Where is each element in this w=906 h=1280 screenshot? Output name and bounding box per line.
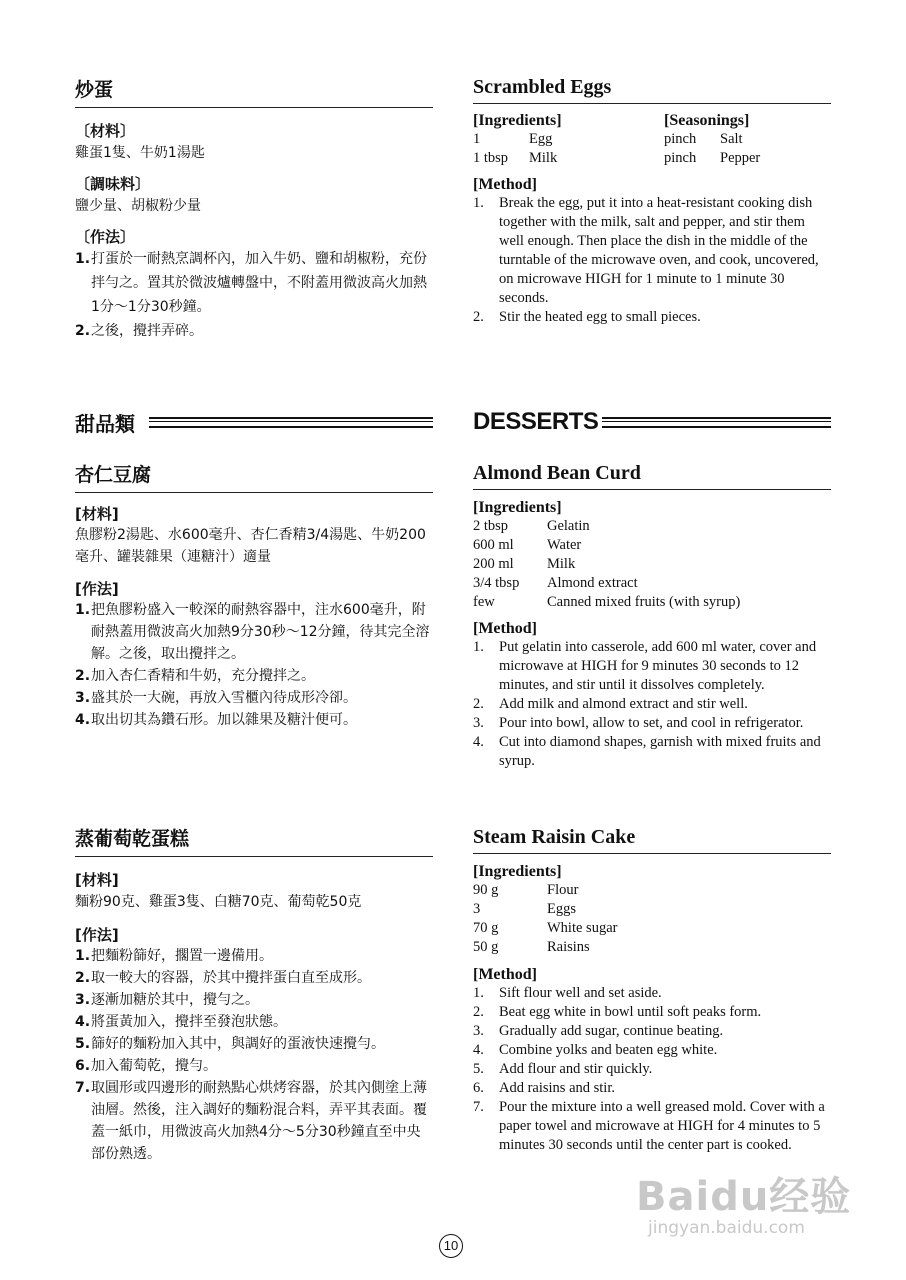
list-item: 6. 加入葡萄乾，攪勻。 [75, 1058, 217, 1074]
list-item: 3. 逐漸加糖於其中，攪勻之。 [75, 992, 259, 1008]
list-item: 4. 取出切其為鑽石形。加以雜果及糖汁便可。 [75, 712, 357, 728]
list-item: 5. Add flour and stir quickly. [473, 1061, 653, 1077]
en-scrambled-title: Scrambled Eggs [473, 76, 831, 104]
ingredient-row: 200 ml Milk [473, 556, 576, 572]
en-raisin-method-label: [Method] [473, 966, 537, 983]
zh-raisin-steps [75, 945, 433, 1165]
list-item: 1. Break the egg, put it into a heat-resistant cooking dish together with the milk, salt and pepper, and stir them well enough. Then place the dish in the middle of the turntable of the microwave oven, and cook, uncovered, on microwave HIGH for 1 minute to 1 minute 30 seconds. [473, 195, 819, 306]
ingredient-row: 2 tbsp Gelatin [473, 518, 590, 534]
list-item: 4. Combine yolks and beaten egg white. [473, 1042, 718, 1058]
zh-raisin-title: 蒸葡萄乾蛋糕 [75, 824, 433, 857]
en-almond-section [473, 462, 831, 771]
seasoning-row: pinch Pepper [664, 150, 761, 166]
section-rule [602, 417, 831, 428]
zh-almond-ingredients: 魚膠粉2湯匙、水600毫升、杏仁香精3/4湯匙、牛奶200毫升、罐裝雜果（連糖汁）適量 [75, 527, 426, 565]
watermark [636, 1165, 851, 1238]
list-item: 5. 篩好的麵粉加入其中，與調好的蛋液快速攪勻。 [75, 1036, 385, 1052]
zh-desserts-header [75, 408, 433, 437]
watermark-main: Baidu经验 [636, 1174, 852, 1220]
list-item: 4. 將蛋黃加入，攪拌至發泡狀態。 [75, 1014, 287, 1030]
en-scrambled-ingredients-label: [Ingredients] [473, 112, 562, 129]
en-scrambled-method-label: [Method] [473, 176, 537, 193]
zh-almond-section [75, 460, 433, 731]
en-almond-method-label: [Method] [473, 620, 537, 637]
ingredient-row: 3/4 tbsp Almond extract [473, 575, 638, 591]
list-item: 3. 盛其於一大碗，再放入雪櫃內待成形冷卻。 [75, 690, 357, 706]
list-item: 1. Put gelatin into casserole, add 600 ml water, cover and microwave at HIGH for 9 minutes 30 seconds to 12 minutes, and stir until it dissolves completely. [473, 639, 817, 693]
zh-almond-ingredients-label: [材料] [75, 505, 119, 523]
list-item: 3. Gradually add sugar, continue beating. [473, 1023, 724, 1039]
zh-scrambled-ingredients: 雞蛋1隻、牛奶1湯匙 [75, 145, 205, 161]
watermark-url: jingyan.baidu.com [648, 1218, 805, 1238]
zh-scrambled-steps [75, 247, 433, 343]
seasoning-row: pinch Salt [664, 131, 743, 147]
list-item: 6. Add raisins and stir. [473, 1080, 615, 1096]
zh-desserts-title: 甜品類 [75, 412, 135, 436]
list-item: 7. 取圓形或四邊形的耐熱點心烘烤容器，於其內側塗上薄油層。然後，注入調好的麵粉混合料，弄平其表面。覆蓋一紙巾，用微波高火加熱4分～5分30秒鐘直至中央部份熟透。 [75, 1080, 427, 1162]
en-almond-steps [473, 638, 831, 771]
en-raisin-steps [473, 984, 831, 1155]
zh-almond-title: 杏仁豆腐 [75, 460, 433, 493]
en-scrambled-steps [473, 194, 831, 327]
zh-almond-steps [75, 599, 433, 731]
list-item: 2. 之後，攪拌弄碎。 [75, 323, 203, 339]
list-item: 2. 加入杏仁香精和牛奶，充分攪拌之。 [75, 668, 315, 684]
en-almond-ingredients-label: [Ingredients] [473, 499, 562, 516]
ingredient-row: 3 Eggs [473, 901, 576, 917]
zh-raisin-section [75, 824, 433, 1165]
en-almond-title: Almond Bean Curd [473, 462, 831, 490]
list-item: 2. Add milk and almond extract and stir well. [473, 696, 748, 712]
list-item: 3. Pour into bowl, allow to set, and cool in refrigerator. [473, 715, 804, 731]
list-item: 1. 打蛋於一耐熱烹調杯內，加入牛奶、鹽和胡椒粉，充份拌勻之。置其於微波爐轉盤中，不附蓋用微波高火加熱1分～1分30秒鐘。 [75, 251, 427, 315]
ingredient-row: 1 Egg [473, 131, 553, 147]
en-scrambled-section [473, 76, 831, 327]
en-raisin-ingredients-label: [Ingredients] [473, 863, 562, 880]
list-item: 2. Beat egg white in bowl until soft peaks form. [473, 1004, 762, 1020]
zh-raisin-method-label: [作法] [75, 926, 119, 944]
zh-scrambled-seasoning: 鹽少量、胡椒粉少量 [75, 198, 201, 214]
zh-scrambled-section [75, 75, 433, 343]
en-raisin-section [473, 826, 831, 1155]
en-desserts-title: DESSERTS [473, 408, 599, 435]
page-number: 10 [439, 1234, 463, 1258]
section-rule [149, 417, 433, 428]
zh-almond-method-label: [作法] [75, 580, 119, 598]
list-item: 2. 取一較大的容器，於其中攪拌蛋白直至成形。 [75, 970, 371, 986]
list-item: 7. Pour the mixture into a well greased mold. Cover with a paper towel and microwave at HIGH for 4 minutes to 5 minutes 30 seconds until the center part is cooked. [473, 1099, 825, 1153]
ingredient-row: 90 g Flour [473, 882, 579, 898]
zh-scrambled-seasoning-label: 〔調味料〕 [75, 175, 151, 193]
list-item: 1. 把魚膠粉盛入一較深的耐熱容器中，注水600毫升，附耐熱蓋用微波高火加熱9分30秒～12分鐘，待其完全溶解。之後，取出攪拌之。 [75, 602, 430, 662]
zh-raisin-ingredients-label: [材料] [75, 871, 119, 889]
zh-scrambled-method-label: 〔作法〕 [75, 228, 136, 246]
zh-raisin-ingredients: 麵粉90克、雞蛋3隻、白糖70克、葡萄乾50克 [75, 894, 362, 910]
ingredient-row: 70 g White sugar [473, 920, 618, 936]
list-item: 1. Sift flour well and set aside. [473, 985, 662, 1001]
ingredient-row: 600 ml Water [473, 537, 582, 553]
en-desserts-header [473, 408, 831, 436]
ingredient-row: 50 g Raisins [473, 939, 590, 955]
zh-scrambled-title: 炒蛋 [75, 75, 433, 108]
en-raisin-title: Steam Raisin Cake [473, 826, 831, 854]
ingredient-row: few Canned mixed fruits (with syrup) [473, 594, 741, 610]
zh-scrambled-ingredients-label: 〔材料〕 [75, 122, 136, 140]
list-item: 4. Cut into diamond shapes, garnish with mixed fruits and syrup. [473, 734, 821, 769]
en-scrambled-seasonings-label: [Seasonings] [664, 112, 750, 129]
ingredient-row: 1 tbsp Milk [473, 150, 558, 166]
list-item: 1. 把麵粉篩好，擱置一邊備用。 [75, 948, 273, 964]
list-item: 2. Stir the heated egg to small pieces. [473, 309, 701, 325]
